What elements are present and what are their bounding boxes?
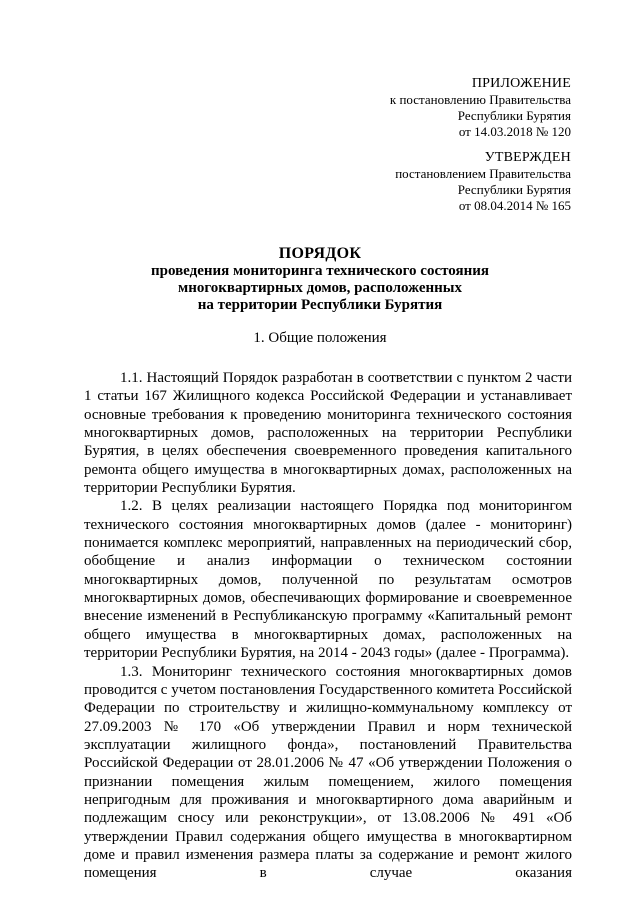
appendix-block bbox=[390, 76, 571, 140]
approval-date: от 08.04.2014 № 165 bbox=[458, 198, 571, 213]
document-title-line: на территории Республики Бурятия bbox=[197, 297, 443, 313]
approval-block bbox=[395, 150, 571, 214]
paragraph-1-2: 1.2. В целях реализации настоящего Порядка под мониторингом технического состояния многоквартирных домов (далее - мониторинг) понимается комплекс мероприятий, направленных на периодический сбор, обобщение и анализ информации о техническом состоянии многоквартирных домов, полученной по результатам осмотров многоквартирных домов, обеспечивающих формирование и своевременное внесение изменений в Республиканскую программу «Капитальный ремонт общего имущества в многоквартирных домах, расположенных на территории Республики Бурятия, на 2014 - 2043 годы» (далее - Программа). bbox=[84, 498, 572, 662]
document-title-line: многоквартирных домов, расположенных bbox=[177, 280, 462, 296]
document-title-line: проведения мониторинга технического состояния bbox=[150, 263, 490, 279]
appendix-line: к постановлению Правительства bbox=[389, 92, 571, 107]
document-title-main: ПОРЯДОК bbox=[278, 245, 362, 262]
document-title bbox=[70, 245, 570, 314]
approval-line: Республики Бурятия bbox=[457, 182, 571, 197]
section-heading: 1. Общие положения bbox=[253, 330, 387, 346]
appendix-title: ПРИЛОЖЕНИЕ bbox=[471, 76, 571, 91]
appendix-date: от 14.03.2018 № 120 bbox=[458, 124, 571, 139]
appendix-line: Республики Бурятия bbox=[457, 108, 571, 123]
paragraph-1-1: 1.1. Настоящий Порядок разработан в соответствии с пунктом 2 части 1 статьи 167 Жилищного кодекса Российской Федерации и устанавливает основные требования к проведению мониторинга технического состояния многоквартирных домов, расположенных на территории Республики Бурятия, в целях обеспечения своевременного проведения капитального ремонта общего имущества в многоквартирных домах, расположенных на территории Республики Бурятия. bbox=[84, 370, 572, 497]
approval-line: постановлением Правительства bbox=[395, 166, 571, 181]
paragraph-1-3: 1.3. Мониторинг технического состояния многоквартирных домов проводится с учетом постановления Государственного комитета Российской Федерации по строительству и жилищно-коммунальному комплексу от 27.09.2003 № 170 «Об утверждении Правил и норм технической эксплуатации жилищного фонда», постановлений Правительства Российской Федерации от 28.01.2006 № 47 «Об утверждении Положения о признании помещения жилым помещением, жилого помещения непригодным для проживания и многоквартирного дома аварийным и подлежащим сносу или реконструкции», от 13.08.2006 № 491 «Об утверждении Правил содержания общего имущества в многоквартирном доме и правил изменения размера платы за содержание и ремонт жилого помещения в случае оказания bbox=[84, 663, 572, 882]
document-body bbox=[84, 369, 572, 883]
approval-title: УТВЕРЖДЕН bbox=[484, 150, 571, 165]
